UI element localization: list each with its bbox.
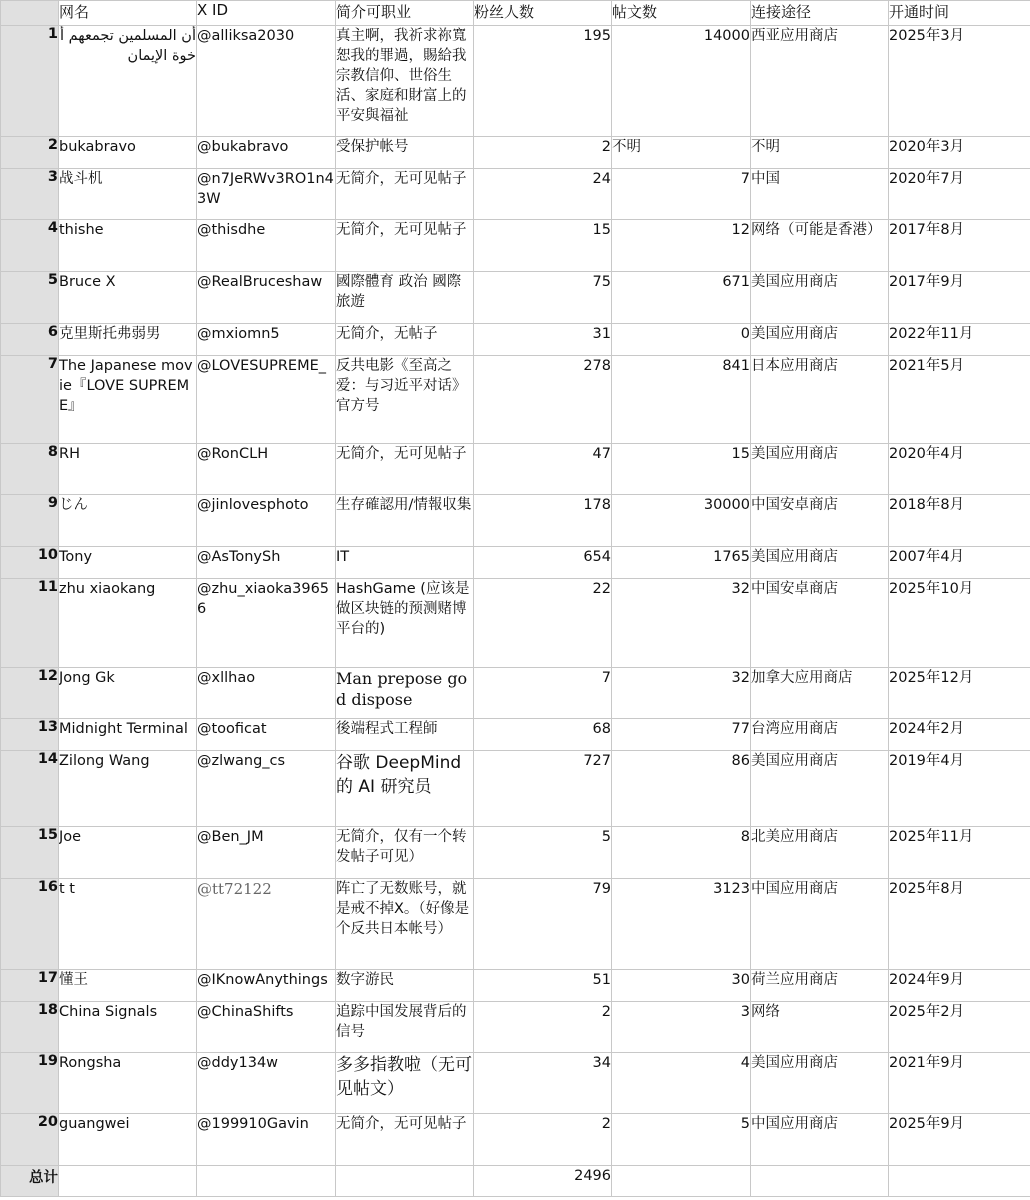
- cell-opened[interactable]: 2021年9月: [889, 1053, 1030, 1114]
- cell-via[interactable]: 加拿大应用商店: [751, 668, 889, 719]
- row-number[interactable]: 16: [1, 879, 59, 970]
- cell-bio[interactable]: 数字游民: [336, 970, 474, 1002]
- cell-via[interactable]: 中国应用商店: [751, 1114, 889, 1166]
- cell-xid[interactable]: @IKnowAnythings: [197, 970, 336, 1002]
- row-number[interactable]: 12: [1, 668, 59, 719]
- cell-posts[interactable]: 3: [612, 1002, 751, 1053]
- row-number[interactable]: 17: [1, 970, 59, 1002]
- cell-opened[interactable]: 2025年8月: [889, 879, 1030, 970]
- cell-posts[interactable]: 8: [612, 827, 751, 879]
- cell-via[interactable]: 台湾应用商店: [751, 719, 889, 751]
- cell-bio[interactable]: HashGame (应该是做区块链的预测赌博平台的): [336, 579, 474, 668]
- cell-bio[interactable]: 无简介，仅有一个转发帖子可见）: [336, 827, 474, 879]
- cell-posts[interactable]: 5: [612, 1114, 751, 1166]
- row-number[interactable]: 8: [1, 444, 59, 495]
- total-row: [1, 1166, 1030, 1197]
- cell-via[interactable]: 中国安卓商店: [751, 579, 889, 668]
- cell-empty[interactable]: [197, 1166, 336, 1197]
- col-header-followers[interactable]: 粉丝人数: [474, 1, 612, 26]
- cell-name[interactable]: China Signals: [59, 1002, 197, 1053]
- table-row: [1, 719, 1030, 751]
- cell-via[interactable]: 美国应用商店: [751, 444, 889, 495]
- row-number[interactable]: 1: [1, 26, 59, 137]
- cell-bio[interactable]: 後端程式工程師: [336, 719, 474, 751]
- cell-posts[interactable]: 86: [612, 751, 751, 827]
- cell-posts[interactable]: 4: [612, 1053, 751, 1114]
- cell-posts[interactable]: 77: [612, 719, 751, 751]
- table-row: [1, 751, 1030, 827]
- table-row: [1, 827, 1030, 879]
- table-row: [1, 1114, 1030, 1166]
- cell-opened[interactable]: 2024年9月: [889, 970, 1030, 1002]
- row-number[interactable]: 5: [1, 272, 59, 324]
- cell-posts[interactable]: 不明: [612, 137, 751, 169]
- cell-name[interactable]: Tony: [59, 547, 197, 579]
- cell-opened[interactable]: 2022年11月: [889, 324, 1030, 356]
- cell-followers[interactable]: 278: [474, 356, 612, 444]
- total-label[interactable]: 总计: [1, 1166, 59, 1197]
- cell-followers[interactable]: 15: [474, 220, 612, 272]
- col-header-opened[interactable]: 开通时间: [889, 1, 1030, 26]
- cell-via[interactable]: 美国应用商店: [751, 272, 889, 324]
- cell-xid[interactable]: @AsTonySh: [197, 547, 336, 579]
- cell-name[interactable]: The Japanese movie『LOVE SUPREME』: [59, 356, 197, 444]
- cell-bio[interactable]: 阵亡了无数账号，就是戒不掉X。（好像是个反共日本帐号）: [336, 879, 474, 970]
- cell-via[interactable]: 中国安卓商店: [751, 495, 889, 547]
- cell-opened[interactable]: 2019年4月: [889, 751, 1030, 827]
- row-number[interactable]: 4: [1, 220, 59, 272]
- cell-xid[interactable]: @Ben_JM: [197, 827, 336, 879]
- cell-followers[interactable]: 34: [474, 1053, 612, 1114]
- col-header-bio[interactable]: 简介可职业: [336, 1, 474, 26]
- cell-posts[interactable]: 0: [612, 324, 751, 356]
- cell-opened[interactable]: 2017年9月: [889, 272, 1030, 324]
- cell-bio[interactable]: 无简介，无可见帖子: [336, 169, 474, 220]
- cell-name[interactable]: RH: [59, 444, 197, 495]
- cell-name[interactable]: Jong Gk: [59, 668, 197, 719]
- cell-name[interactable]: thishe: [59, 220, 197, 272]
- cell-via[interactable]: 西亚应用商店: [751, 26, 889, 137]
- row-number[interactable]: 15: [1, 827, 59, 879]
- cell-opened[interactable]: 2021年5月: [889, 356, 1030, 444]
- col-header-xid[interactable]: X ID: [197, 1, 336, 26]
- table-row: [1, 169, 1030, 220]
- row-number[interactable]: 3: [1, 169, 59, 220]
- cell-bio[interactable]: 谷歌 DeepMind 的 AI 研究员: [336, 751, 474, 827]
- cell-xid[interactable]: @mxiomn5: [197, 324, 336, 356]
- cell-followers[interactable]: 5: [474, 827, 612, 879]
- cell-followers[interactable]: 24: [474, 169, 612, 220]
- cell-bio[interactable]: 國際體育 政治 國際旅遊: [336, 272, 474, 324]
- table-row: [1, 970, 1030, 1002]
- cell-via[interactable]: 日本应用商店: [751, 356, 889, 444]
- cell-followers[interactable]: 79: [474, 879, 612, 970]
- cell-followers[interactable]: 2: [474, 1114, 612, 1166]
- cell-posts[interactable]: 12: [612, 220, 751, 272]
- cell-followers[interactable]: 2: [474, 1002, 612, 1053]
- cell-posts[interactable]: 7: [612, 169, 751, 220]
- table-row: [1, 444, 1030, 495]
- cell-opened[interactable]: 2020年4月: [889, 444, 1030, 495]
- cell-bio[interactable]: 无简介，无可见帖子: [336, 1114, 474, 1166]
- header-row: [1, 1, 1030, 26]
- cell-followers[interactable]: 22: [474, 579, 612, 668]
- cell-xid[interactable]: @zlwang_cs: [197, 751, 336, 827]
- cell-opened[interactable]: 2007年4月: [889, 547, 1030, 579]
- col-header-posts[interactable]: 帖文数: [612, 1, 751, 26]
- cell-name[interactable]: Joe: [59, 827, 197, 879]
- table-row: [1, 1002, 1030, 1053]
- cell-empty[interactable]: [751, 1166, 889, 1197]
- cell-posts[interactable]: 1765: [612, 547, 751, 579]
- table-row: [1, 272, 1030, 324]
- table-row: [1, 495, 1030, 547]
- cell-via[interactable]: 网络（可能是香港）: [751, 220, 889, 272]
- cell-name[interactable]: Zilong Wang: [59, 751, 197, 827]
- table-row: [1, 547, 1030, 579]
- col-header-name[interactable]: 网名: [59, 1, 197, 26]
- cell-xid[interactable]: @n7JeRWv3RO1n43W: [197, 169, 336, 220]
- cell-bio[interactable]: 受保护帐号: [336, 137, 474, 169]
- cell-empty[interactable]: [336, 1166, 474, 1197]
- cell-via[interactable]: 中国应用商店: [751, 879, 889, 970]
- row-number[interactable]: 14: [1, 751, 59, 827]
- row-number[interactable]: 10: [1, 547, 59, 579]
- row-number[interactable]: 18: [1, 1002, 59, 1053]
- cell-opened[interactable]: 2025年2月: [889, 1002, 1030, 1053]
- table-row: [1, 879, 1030, 970]
- corner-cell[interactable]: [1, 1, 59, 26]
- cell-via[interactable]: 中国: [751, 169, 889, 220]
- cell-opened[interactable]: 2025年3月: [889, 26, 1030, 137]
- cell-name[interactable]: guangwei: [59, 1114, 197, 1166]
- cell-bio[interactable]: 无简介，无帖子: [336, 324, 474, 356]
- cell-bio[interactable]: Man prepose god dispose: [336, 668, 474, 719]
- cell-name[interactable]: t t: [59, 879, 197, 970]
- cell-xid[interactable]: @bukabravo: [197, 137, 336, 169]
- cell-posts[interactable]: 14000: [612, 26, 751, 137]
- cell-opened[interactable]: 2018年8月: [889, 495, 1030, 547]
- cell-name[interactable]: Bruce X: [59, 272, 197, 324]
- cell-bio[interactable]: 生存確認用/情報収集: [336, 495, 474, 547]
- cell-followers[interactable]: 47: [474, 444, 612, 495]
- cell-via[interactable]: 网络: [751, 1002, 889, 1053]
- row-number[interactable]: 2: [1, 137, 59, 169]
- row-number[interactable]: 19: [1, 1053, 59, 1114]
- table-row: [1, 668, 1030, 719]
- cell-via[interactable]: 荷兰应用商店: [751, 970, 889, 1002]
- cell-opened[interactable]: 2020年7月: [889, 169, 1030, 220]
- cell-opened[interactable]: 2024年2月: [889, 719, 1030, 751]
- cell-followers[interactable]: 654: [474, 547, 612, 579]
- cell-name[interactable]: zhu xiaokang: [59, 579, 197, 668]
- cell-bio[interactable]: IT: [336, 547, 474, 579]
- cell-followers[interactable]: 7: [474, 668, 612, 719]
- row-number[interactable]: 6: [1, 324, 59, 356]
- cell-xid[interactable]: @ddy134w: [197, 1053, 336, 1114]
- cell-bio[interactable]: 无简介，无可见帖子: [336, 444, 474, 495]
- cell-followers[interactable]: 75: [474, 272, 612, 324]
- cell-via[interactable]: 美国应用商店: [751, 1053, 889, 1114]
- cell-xid[interactable]: @jinlovesphoto: [197, 495, 336, 547]
- cell-opened[interactable]: 2017年8月: [889, 220, 1030, 272]
- cell-via[interactable]: 北美应用商店: [751, 827, 889, 879]
- table-row: [1, 579, 1030, 668]
- cell-bio[interactable]: 追踪中国发展背后的信号: [336, 1002, 474, 1053]
- cell-xid[interactable]: @ChinaShifts: [197, 1002, 336, 1053]
- cell-opened[interactable]: 2025年11月: [889, 827, 1030, 879]
- cell-empty[interactable]: [59, 1166, 197, 1197]
- cell-posts[interactable]: 3123: [612, 879, 751, 970]
- cell-bio[interactable]: 真主啊，我祈求祢寬恕我的罪過，賜給我宗教信仰、世俗生活、家庭和財富上的平安與福祉: [336, 26, 474, 137]
- row-number[interactable]: 7: [1, 356, 59, 444]
- cell-opened[interactable]: 2020年3月: [889, 137, 1030, 169]
- col-header-via[interactable]: 连接途径: [751, 1, 889, 26]
- total-followers[interactable]: 2496: [474, 1166, 612, 1197]
- cell-followers[interactable]: 2: [474, 137, 612, 169]
- cell-xid[interactable]: @xllhao: [197, 668, 336, 719]
- cell-name[interactable]: 战斗机: [59, 169, 197, 220]
- cell-via[interactable]: 不明: [751, 137, 889, 169]
- cell-via[interactable]: 美国应用商店: [751, 751, 889, 827]
- cell-xid[interactable]: @zhu_xiaoka39656: [197, 579, 336, 668]
- cell-posts[interactable]: 671: [612, 272, 751, 324]
- cell-name[interactable]: 懂王: [59, 970, 197, 1002]
- cell-posts[interactable]: 30: [612, 970, 751, 1002]
- row-number[interactable]: 9: [1, 495, 59, 547]
- cell-name[interactable]: Midnight Terminal: [59, 719, 197, 751]
- cell-bio[interactable]: 无简介，无可见帖子: [336, 220, 474, 272]
- cell-followers[interactable]: 727: [474, 751, 612, 827]
- cell-xid[interactable]: @199910Gavin: [197, 1114, 336, 1166]
- cell-name[interactable]: じん: [59, 495, 197, 547]
- cell-name[interactable]: bukabravo: [59, 137, 197, 169]
- table-row: [1, 220, 1030, 272]
- cell-opened[interactable]: 2025年12月: [889, 668, 1030, 719]
- cell-via[interactable]: 美国应用商店: [751, 324, 889, 356]
- row-number[interactable]: 11: [1, 579, 59, 668]
- cell-empty[interactable]: [889, 1166, 1030, 1197]
- cell-posts[interactable]: 32: [612, 579, 751, 668]
- cell-followers[interactable]: 178: [474, 495, 612, 547]
- cell-xid[interactable]: @LOVESUPREME_: [197, 356, 336, 444]
- cell-posts[interactable]: 32: [612, 668, 751, 719]
- cell-followers[interactable]: 51: [474, 970, 612, 1002]
- cell-bio[interactable]: 反共电影《至高之爱：与习近平对话》官方号: [336, 356, 474, 444]
- cell-posts[interactable]: 841: [612, 356, 751, 444]
- cell-opened[interactable]: 2025年10月: [889, 579, 1030, 668]
- cell-xid[interactable]: @RonCLH: [197, 444, 336, 495]
- table-row: [1, 137, 1030, 169]
- cell-via[interactable]: 美国应用商店: [751, 547, 889, 579]
- table-row: [1, 1053, 1030, 1114]
- table-row: [1, 26, 1030, 137]
- cell-name[interactable]: 克里斯托弗弱男: [59, 324, 197, 356]
- cell-posts[interactable]: 15: [612, 444, 751, 495]
- cell-empty[interactable]: [612, 1166, 751, 1197]
- cell-followers[interactable]: 31: [474, 324, 612, 356]
- cell-opened[interactable]: 2025年9月: [889, 1114, 1030, 1166]
- cell-xid[interactable]: @thisdhe: [197, 220, 336, 272]
- row-number[interactable]: 20: [1, 1114, 59, 1166]
- table-row: [1, 324, 1030, 356]
- cell-xid[interactable]: @RealBruceshaw: [197, 272, 336, 324]
- cell-name[interactable]: أن المسلمين تجمعهم أخوة الإيمان: [59, 26, 197, 137]
- cell-xid[interactable]: @tt72122: [197, 879, 336, 970]
- cell-xid[interactable]: @alliksa2030: [197, 26, 336, 137]
- cell-xid[interactable]: @tooficat: [197, 719, 336, 751]
- cell-posts[interactable]: 30000: [612, 495, 751, 547]
- cell-name[interactable]: Rongsha: [59, 1053, 197, 1114]
- cell-followers[interactable]: 68: [474, 719, 612, 751]
- cell-bio[interactable]: 多多指教啦（无可见帖文）: [336, 1053, 474, 1114]
- table-row: [1, 356, 1030, 444]
- row-number[interactable]: 13: [1, 719, 59, 751]
- cell-followers[interactable]: 195: [474, 26, 612, 137]
